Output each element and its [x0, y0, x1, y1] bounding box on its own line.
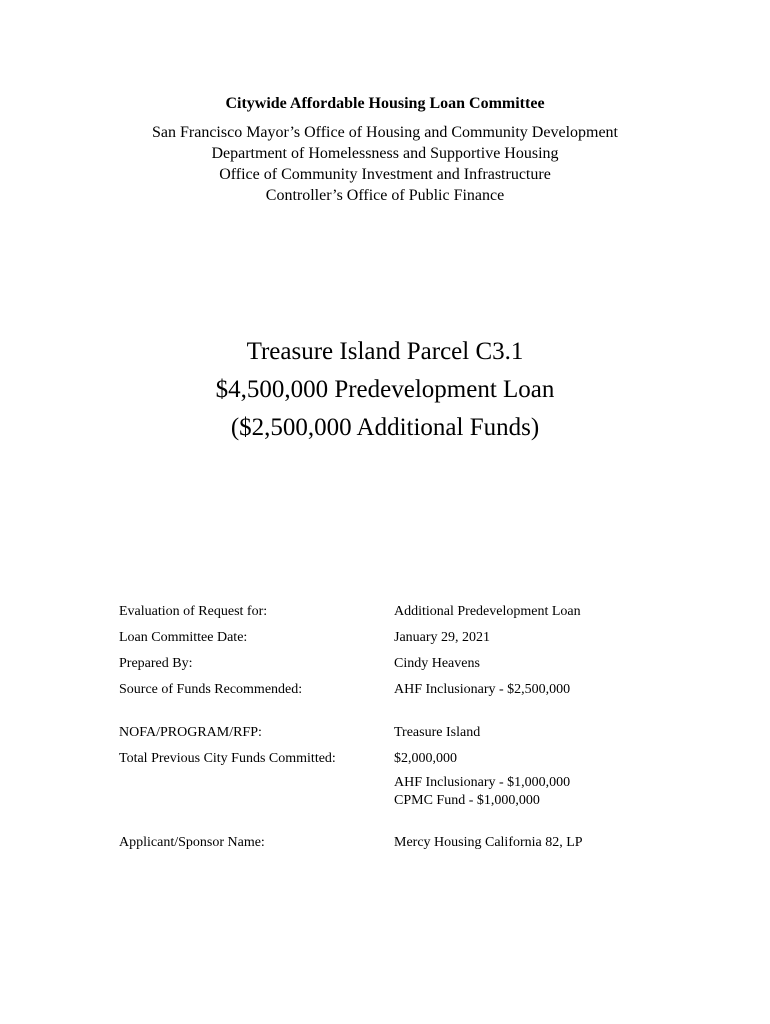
document-header — [0, 93, 770, 206]
additional-funds: ($2,500,000 Additional Funds) — [230, 414, 540, 441]
committee-title: Citywide Affordable Housing Loan Committee — [225, 95, 545, 112]
applicant-label: Applicant/Sponsor Name: — [119, 835, 265, 850]
project-title-block — [0, 333, 770, 447]
committee-date-label: Loan Committee Date: — [119, 630, 248, 645]
loan-amount: $4,500,000 Predevelopment Loan — [215, 376, 555, 403]
agency-line-ocii: Office of Community Investment and Infrastructure — [219, 166, 551, 183]
nofa-label: NOFA/PROGRAM/RFP: — [119, 725, 262, 740]
previous-funds-label: Total Previous City Funds Committed: — [119, 751, 336, 766]
committee-date-value: January 29, 2021 — [394, 630, 491, 645]
nofa-value: Treasure Island — [394, 725, 481, 740]
agency-line-controller: Controller’s Office of Public Finance — [265, 187, 505, 204]
prepared-by-label: Prepared By: — [119, 656, 193, 671]
previous-funds-value — [394, 750, 684, 810]
source-of-funds-label: Source of Funds Recommended: — [119, 682, 303, 697]
applicant-value: Mercy Housing California 82, LP — [394, 835, 583, 850]
evaluation-label: Evaluation of Request for: — [119, 604, 268, 619]
source-of-funds-value: AHF Inclusionary - $2,500,000 — [394, 682, 571, 697]
agency-line-mohcd: San Francisco Mayor’s Office of Housing and Community Development — [152, 124, 618, 141]
evaluation-value: Additional Predevelopment Loan — [394, 604, 581, 619]
agency-line-hsh: Department of Homelessness and Supportive Housing — [211, 145, 559, 162]
previous-funds-cpmc: CPMC Fund - $1,000,000 — [394, 793, 540, 808]
project-name: Treasure Island Parcel C3.1 — [246, 338, 524, 365]
previous-funds-ahf: AHF Inclusionary - $1,000,000 — [394, 775, 571, 790]
prepared-by-value: Cindy Heavens — [394, 656, 480, 671]
previous-funds-total: $2,000,000 — [394, 751, 457, 766]
